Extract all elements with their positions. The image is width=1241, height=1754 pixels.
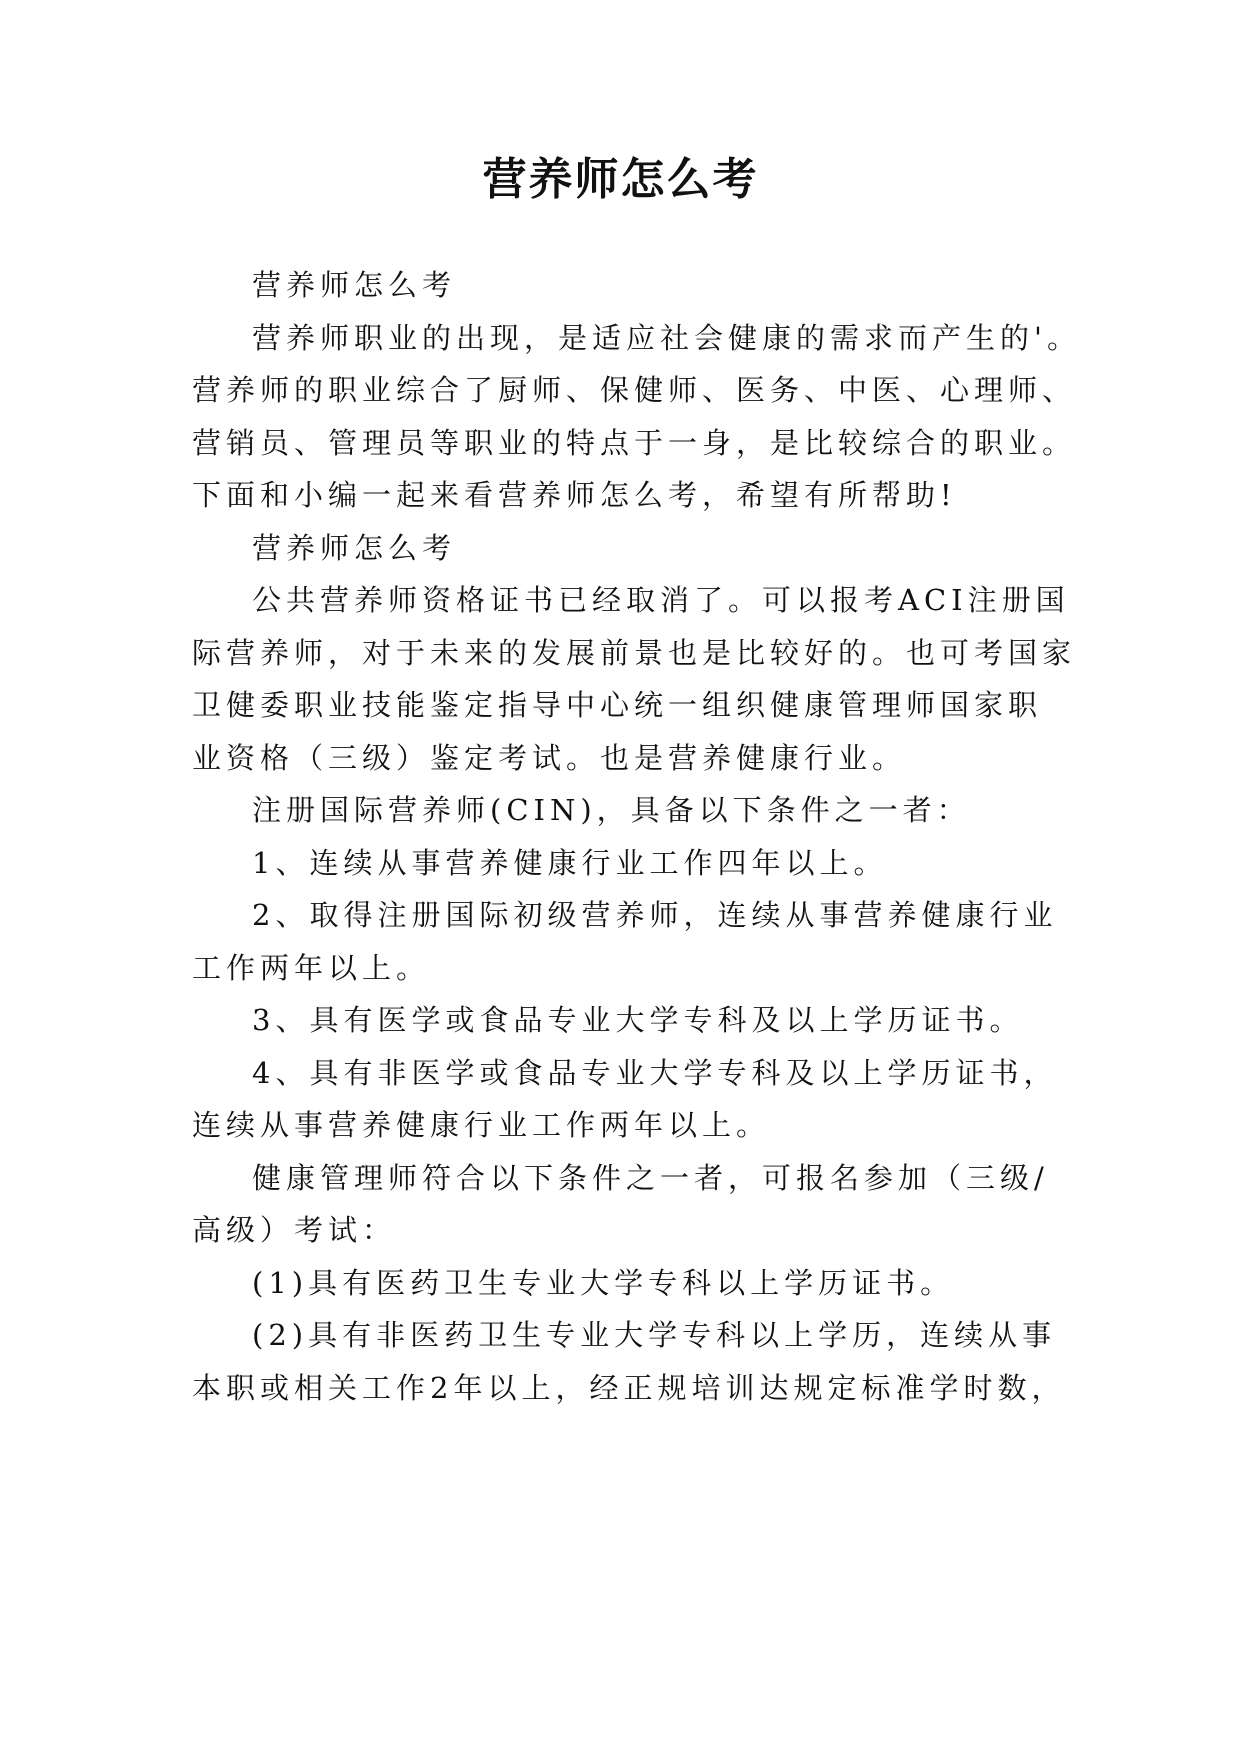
- paragraph-line: 高级）考试：: [192, 1213, 397, 1247]
- list-item: 2、取得注册国际初级营养师，连续从事营养健康行业: [252, 898, 1058, 932]
- paragraph-line: 健康管理师符合以下条件之一者，可报名参加（三级/: [252, 1161, 1049, 1195]
- paragraph-line: 营销员、管理员等职业的特点于一身，是比较综合的职业。: [192, 426, 1077, 460]
- paragraph-line: 营养师的职业综合了厨师、保健师、医务、中医、心理师、: [192, 373, 1077, 407]
- section-heading: 营养师怎么考: [252, 268, 457, 302]
- paragraph-line: 下面和小编一起来看营养师怎么考，希望有所帮助!: [192, 478, 957, 512]
- list-item: 3、具有医学或食品专业大学专科及以上学历证书。: [252, 1003, 1024, 1037]
- list-item: 4、具有非医学或食品专业大学专科及以上学历证书，: [252, 1056, 1058, 1090]
- list-item-continuation: 连续从事营养健康行业工作两年以上。: [192, 1108, 771, 1142]
- list-item-continuation: 本职或相关工作2年以上，经正规培训达规定标准学时数，: [192, 1371, 1066, 1405]
- section-heading: 营养师怎么考: [252, 531, 457, 565]
- paragraph-line: 注册国际营养师(CIN)，具备以下条件之一者：: [252, 793, 971, 827]
- paragraph-line: 际营养师，对于未来的发展前景也是比较好的。也可考国家: [192, 636, 1077, 670]
- paragraph-line: 业资格（三级）鉴定考试。也是营养健康行业。: [192, 741, 907, 775]
- paragraph-line: 卫健委职业技能鉴定指导中心统一组织健康管理师国家职: [192, 688, 1043, 722]
- document-title: 营养师怎么考: [482, 154, 759, 205]
- list-item: (2)具有非医药卫生专业大学专科以上学历，连续从事: [252, 1318, 1057, 1352]
- paragraph-line: 公共营养师资格证书已经取消了。可以报考ACI注册国: [252, 583, 1070, 617]
- list-item-continuation: 工作两年以上。: [192, 951, 431, 985]
- paragraph-line: 营养师职业的出现，是适应社会健康的需求而产生的'。: [252, 321, 1081, 355]
- list-item: (1)具有医药卫生专业大学专科以上学历证书。: [252, 1266, 955, 1300]
- list-item: 1、连续从事营养健康行业工作四年以上。: [252, 846, 888, 880]
